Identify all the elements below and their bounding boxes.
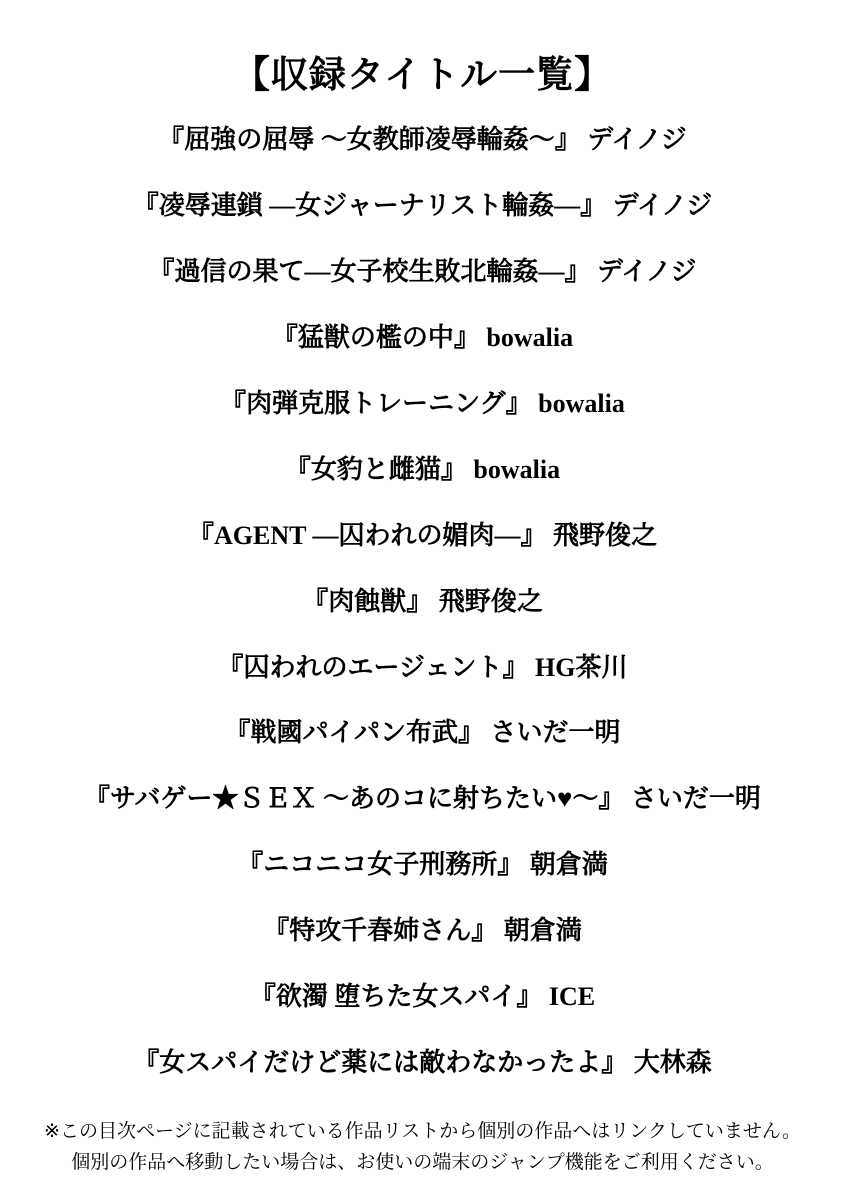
- toc-entry: 『サバゲー★ＳＥＸ ～あのコに射ちたい♥～』 さいだ一明: [84, 784, 761, 814]
- page-title: 【収録タイトル一覧】: [232, 55, 613, 96]
- toc-entry: 『戦國パイパン布武』 さいだ一明: [224, 718, 621, 748]
- toc-entry: 『囚われのエージェント』 HG茶川: [217, 652, 628, 682]
- footer-line-2: 個別の作品へ移動したい場合は、お使いの端末のジャンプ機能をご利用ください。: [71, 1152, 774, 1173]
- toc-entry: 『凌辱連鎖 ―女ジャーナリスト輪姦―』 デイノジ: [132, 191, 713, 221]
- toc-entry: 『女豹と雌猫』 bowalia: [284, 454, 561, 484]
- toc-entry: 『猛獣の檻の中』 bowalia: [271, 323, 574, 353]
- toc-entry: 『ニコニコ女子刑務所』 朝倉満: [237, 850, 608, 880]
- toc-entry: 『AGENT ―囚われの媚肉―』 飛野俊之: [188, 520, 657, 550]
- footer-note: [0, 1116, 845, 1178]
- toc-entry: 『肉弾克服トレーニング』 bowalia: [220, 389, 625, 418]
- footer-line-1: ※この目次ページに記載されている作品リストから個別の作品へはリンクしていません。: [44, 1121, 801, 1142]
- toc-entry: 『屈強の屈辱 ～女教師凌辱輪姦～』 デイノジ: [158, 125, 687, 155]
- toc-entry: 『特攻千春姉さん』 朝倉満: [263, 916, 582, 946]
- toc-entry: 『過信の果て―女子校生敗北輪姦―』 デイノジ: [148, 257, 697, 287]
- toc-entry: 『肉蝕獣』 飛野俊之: [302, 586, 543, 616]
- title-list: [0, 105, 845, 1093]
- toc-entry: 『欲濁 堕ちた女スパイ』 ICE: [249, 982, 596, 1012]
- toc-entry: 『女スパイだけど薬には敵わなかったよ』 大林森: [133, 1047, 712, 1077]
